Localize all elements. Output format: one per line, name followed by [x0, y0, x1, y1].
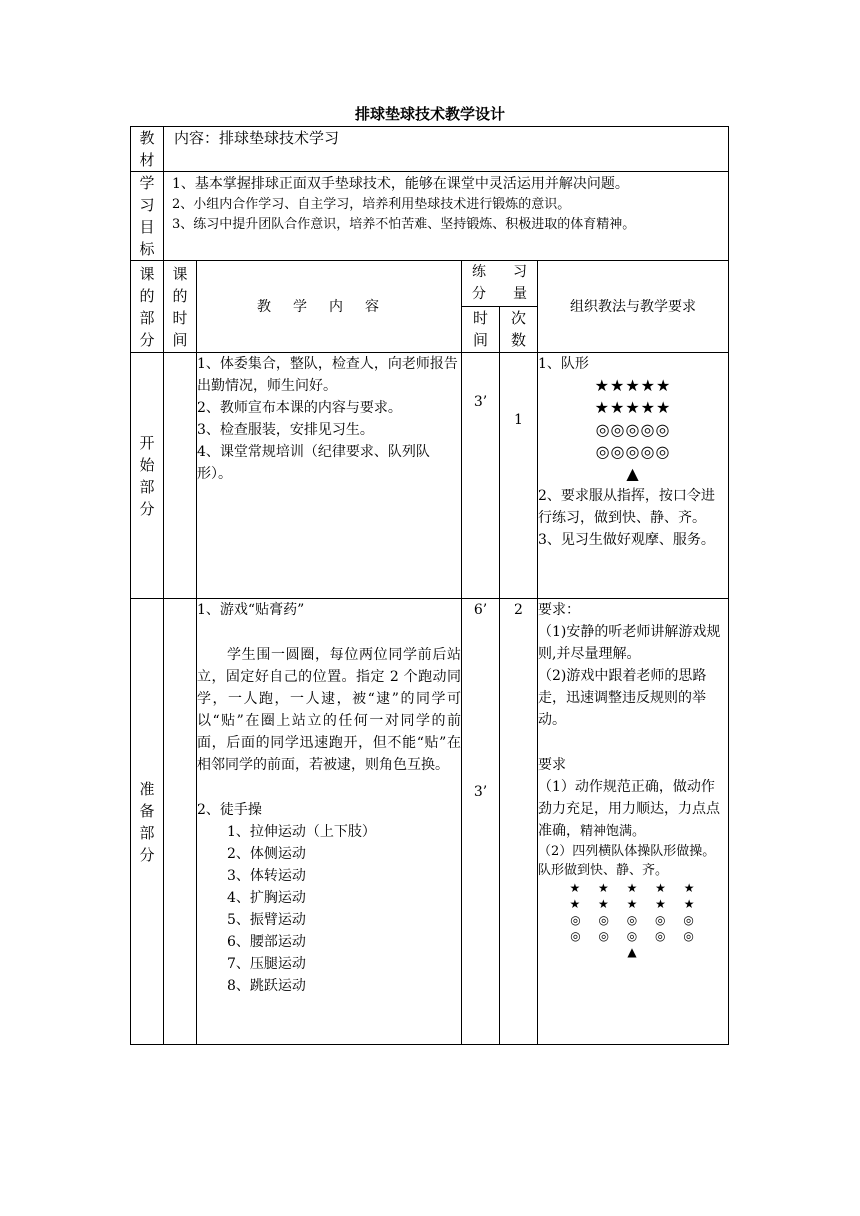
lesson-plan-table: [130, 126, 729, 1045]
requirement-title: 要求：: [538, 602, 580, 618]
content-item: 1、体委集合，整队，检查人，向老师报告出勤情况，师生问好。: [197, 356, 458, 394]
requirement-item: 2、要求服从指挥，按口令进行练习，做到快、静、齐。: [538, 488, 715, 526]
goal-item: 1、基本掌握排球正面双手垫球技术，能够在课堂中灵活运用并解决问题。: [172, 176, 629, 192]
page-title: 排球垫球技术教学设计: [354, 105, 505, 123]
material-content: 内容：排球垫球技术学习: [164, 127, 729, 172]
start-section-content: [197, 353, 462, 599]
header-content: 教学内容: [197, 261, 462, 353]
exercise-item: 6、腰部运动: [227, 934, 306, 950]
material-label: 教 材: [131, 127, 164, 172]
formation-row: ◎◎◎◎◎: [595, 420, 671, 439]
exercise-item: 8、跳跃运动: [227, 978, 306, 994]
prep-section-row: [131, 599, 729, 1045]
formation-row: ★ ★ ★ ★ ★: [569, 897, 697, 911]
prep-section-time: [462, 599, 500, 1045]
header-part: 课 的 部 分: [131, 261, 164, 353]
exercise-item: 2、体侧运动: [227, 846, 306, 862]
requirement-item: （2）四列横队体操队形做操。: [538, 844, 716, 859]
header-time: 课 的 时 间: [164, 261, 197, 353]
formation-row: ★★★★★: [594, 376, 672, 395]
requirement-title: 要求: [538, 757, 566, 773]
header-row: [131, 261, 729, 307]
teacher-marker: ▲: [627, 945, 639, 959]
goals-row: [131, 172, 729, 261]
exercise-time: 3’: [473, 784, 488, 800]
prep-section-requirements: [538, 599, 729, 1045]
exercise-item: 5、振臂运动: [227, 912, 306, 928]
teacher-marker: ▲: [626, 464, 640, 483]
start-section-duration: [164, 353, 197, 599]
prep-section-content: [197, 599, 462, 1045]
material-row: [131, 127, 729, 172]
formation-row: ◎ ◎ ◎ ◎ ◎: [570, 929, 696, 943]
exercise-list: [197, 821, 461, 997]
formation-diagram: [538, 375, 728, 485]
formation-title: 1、队形: [538, 356, 589, 372]
content-item: 2、教师宣布本课的内容与要求。: [197, 400, 402, 416]
game-description: 学生围一圆圈，每位两位同学前后站立，固定好自己的位置。指定 2 个跑动同学，一人跑，一人逮，被“逮”的同学可以“贴”在圈上站立的任何一对同学的前面，后面的同学迅速跑开，但不能“贴”在相邻同学的前面，若被逮，则角色互换。: [197, 647, 461, 773]
prep-section-duration: [164, 599, 197, 1045]
requirement-item: （1）动作规范正确，做动作劲力充足，用力顺达，力点点准确，精神饱满。: [538, 779, 720, 839]
goals-content: [164, 172, 729, 261]
content-item: 4、课堂常规培训（纪律要求、队列队形）。: [197, 444, 430, 482]
requirement-item: 3、见习生做好观摩、服务。: [538, 532, 715, 548]
requirement-item: （1)安静的听老师讲解游戏规则,并尽量理解。: [538, 624, 721, 662]
game-time: 6’: [473, 602, 488, 618]
header-method: 组织教法与教学要求: [538, 261, 729, 353]
requirement-item: （2)游戏中跟着老师的思路走，迅速调整违反规则的举动。: [538, 668, 707, 728]
formation-row: ◎ ◎ ◎ ◎ ◎: [570, 913, 696, 927]
header-load: 练 习 分 量: [462, 261, 538, 307]
exercise-item: 7、压腿运动: [227, 956, 306, 972]
formation-diagram: [538, 880, 728, 960]
goal-item: 2、小组内合作学习、自主学习，培养利用垫球技术进行锻炼的意识。: [172, 196, 571, 212]
start-section-row: [131, 353, 729, 599]
start-section-label: 开 始 部 分: [131, 353, 164, 599]
start-section-requirements: [538, 353, 729, 599]
prep-section-count: 2: [500, 599, 538, 1045]
goals-label: 学 习 目 标: [131, 172, 164, 261]
header-load-count: 次 数: [500, 307, 538, 353]
requirement-item: 队形做到快、静、齐。: [538, 863, 669, 878]
start-section-time: 3’: [462, 353, 500, 599]
formation-row: ★ ★ ★ ★ ★: [569, 881, 697, 895]
prep-section-label: 准 备 部 分: [131, 599, 164, 1045]
formation-row: ★★★★★: [594, 398, 672, 417]
exercise-item: 3、体转运动: [227, 868, 306, 884]
goal-item: 3、练习中提升团队合作意识，培养不怕苦难、坚持锻炼、积极进取的体育精神。: [172, 217, 636, 232]
exercise-item: 1、拉伸运动（上下肢）: [227, 824, 376, 840]
start-section-count: 1: [500, 353, 538, 599]
exercise-title: 2、徒手操: [197, 802, 262, 818]
game-title: 1、游戏“贴膏药”: [197, 602, 305, 618]
header-load-time: 时 间: [462, 307, 500, 353]
formation-row: ◎◎◎◎◎: [595, 442, 671, 461]
content-item: 3、检查服装，安排见习生。: [197, 422, 374, 438]
exercise-item: 4、扩胸运动: [227, 890, 306, 906]
